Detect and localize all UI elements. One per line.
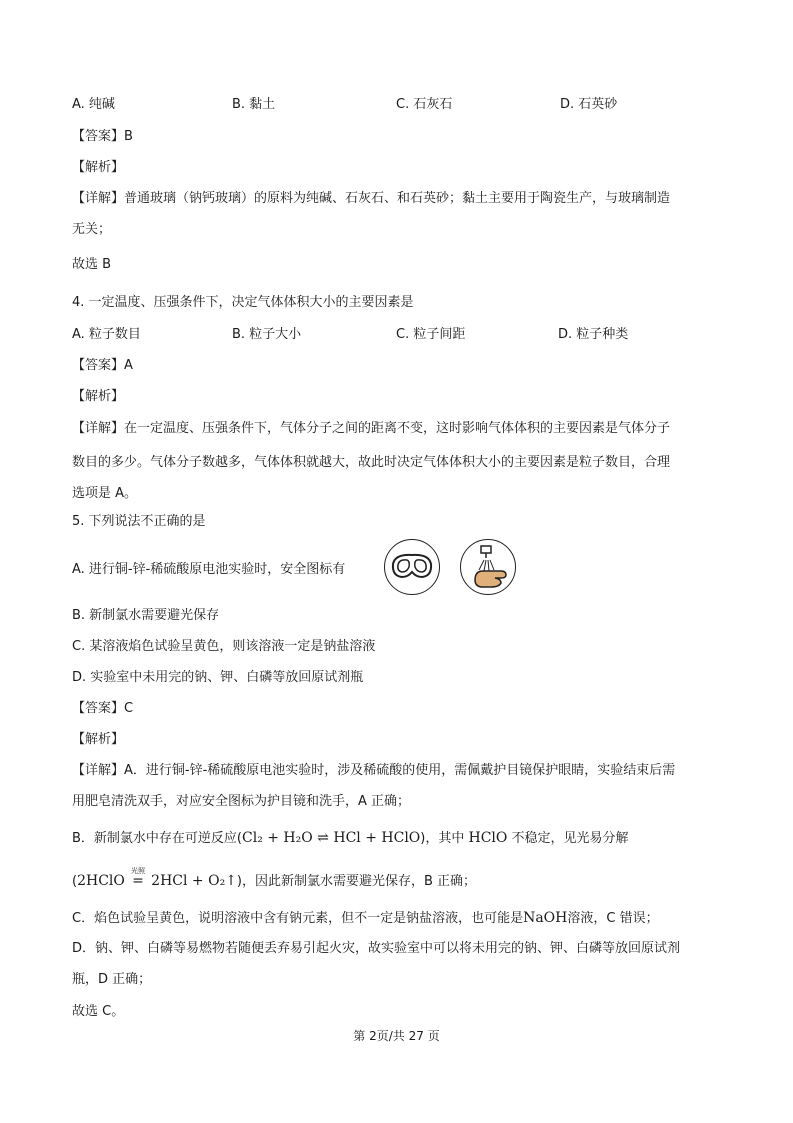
q5-detail-d-line-2: 瓶，D 正确； bbox=[72, 972, 152, 987]
q4-option-c: C. 粒子间距 bbox=[396, 327, 466, 342]
hand-washing-icon bbox=[460, 539, 516, 595]
q5-option-b: B. 新制氯水需要避光保存 bbox=[72, 608, 220, 623]
q3-answer: 【答案】B bbox=[72, 129, 133, 144]
light-condition-label: 光照 bbox=[131, 867, 146, 875]
reaction-condition-equals: 光照 = bbox=[129, 872, 147, 890]
q5-analysis-label: 【解析】 bbox=[72, 732, 125, 747]
chlorine-water-equilibrium: Cl₂ + H₂O ⇌ HCl + HClO bbox=[242, 830, 421, 846]
goggles-icon bbox=[384, 539, 440, 595]
q4-detail-line-2: 数目的多少。气体分子数越多，气体体积就越大，故此时决定气体体积大小的主要因素是粒子数目，合理 bbox=[72, 455, 671, 470]
q5-detail-a-line-1: 【详解】A．进行铜-锌-稀硫酸原电池实验时，涉及稀硫酸的使用，需佩戴护目镜保护眼睛，实验结束后需 bbox=[72, 763, 676, 778]
q5-detail-b-post: 不稳定，见光易分解 bbox=[511, 831, 629, 846]
q4-analysis-label: 【解析】 bbox=[72, 389, 125, 404]
naoh-species: NaOH bbox=[523, 910, 568, 926]
q5-option-a: A. 进行铜-锌-稀硫酸原电池实验时，安全图标有 bbox=[72, 562, 346, 577]
q5-detail-b2-post: )，因此新制氯水需要避光保存，B 正确； bbox=[236, 874, 477, 889]
q5-option-c: C. 某溶液焰色试验呈黄色，则该溶液一定是钠盐溶液 bbox=[72, 639, 376, 654]
q5-conclusion: 故选 C。 bbox=[72, 1004, 125, 1019]
q4-answer: 【答案】A bbox=[72, 358, 133, 373]
q5-option-d: D. 实验室中未用完的钠、钾、白磷等放回原试剂瓶 bbox=[72, 670, 364, 685]
q4-option-a: A. 粒子数目 bbox=[72, 327, 141, 342]
page-footer: 第 2页/共 27 页 bbox=[353, 1029, 440, 1043]
q4-question: 4. 一定温度、压强条件下，决定气体体积大小的主要因素是 bbox=[72, 295, 414, 310]
q3-option-c: C. 石灰石 bbox=[396, 97, 453, 112]
q4-detail-line-3: 选项是 A。 bbox=[72, 486, 138, 501]
q5-detail-b-line-1 bbox=[72, 829, 629, 848]
q4-option-d: D. 粒子种类 bbox=[558, 327, 629, 342]
hclo-decomposition-right: 2HCl + O₂↑ bbox=[151, 873, 237, 889]
q5-detail-c bbox=[72, 909, 659, 928]
q5-detail-b-mid: )，其中 bbox=[420, 831, 465, 846]
q5-detail-b-prefix: B．新制氯水中存在可逆反应( bbox=[72, 831, 242, 846]
q3-option-b: B. 黏土 bbox=[232, 97, 276, 112]
q3-option-a: A. 纯碱 bbox=[72, 97, 115, 112]
q3-detail-line-2: 无关； bbox=[72, 222, 112, 237]
q5-question: 5. 下列说法不正确的是 bbox=[72, 514, 206, 529]
q4-detail-line-1: 【详解】在一定温度、压强条件下，气体分子之间的距离不变，这时影响气体体积的主要因素是气体分子 bbox=[72, 421, 671, 436]
q5-detail-b2-prefix: ( bbox=[72, 874, 78, 889]
q5-detail-b-line-2 bbox=[72, 867, 477, 891]
q5-detail-c-prefix: C．焰色试验呈黄色，说明溶液中含有钠元素，但不一定是钠盐溶液，也可能是 bbox=[72, 911, 524, 926]
hclo-species: HClO bbox=[468, 830, 508, 846]
q5-detail-a-line-2: 用肥皂清洗双手，对应安全图标为护目镜和洗手，A 正确； bbox=[72, 794, 411, 809]
q5-answer: 【答案】C bbox=[72, 701, 134, 716]
q3-option-d: D. 石英砂 bbox=[560, 97, 618, 112]
hclo-decomposition-left: 2HClO bbox=[77, 873, 125, 889]
q3-analysis-label: 【解析】 bbox=[72, 160, 125, 175]
q5-detail-c-post: 溶液，C 错误； bbox=[567, 911, 659, 926]
q5-detail-d-line-1: D．钠、钾、白磷等易燃物若随便丢弃易引起火灾，故实验室中可以将未用完的钠、钾、白磷等放回原试剂 bbox=[72, 941, 681, 956]
q3-detail-line-1: 【详解】普通玻璃（钠钙玻璃）的原料为纯碱、石灰石、和石英砂；黏土主要用于陶瓷生产，与玻璃制造 bbox=[72, 191, 671, 206]
q4-option-b: B. 粒子大小 bbox=[232, 327, 302, 342]
q3-conclusion: 故选 B bbox=[72, 257, 112, 272]
